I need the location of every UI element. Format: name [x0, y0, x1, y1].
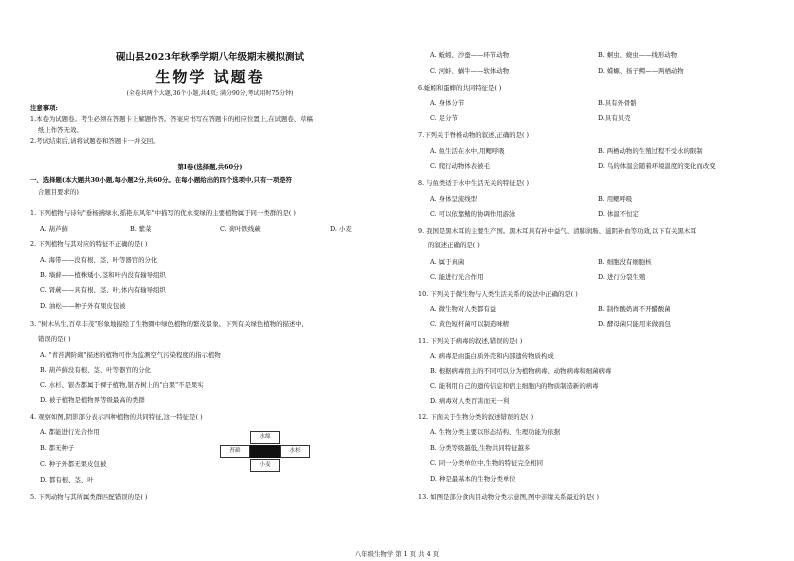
option-c: C. 能利用自己的遗传信息和宿主细胞内的物质制造新的病毒	[430, 382, 599, 390]
option-a: A. 微生物对人类都有益	[430, 305, 497, 313]
option-d: D. 病毒对人类百害而无一利	[430, 397, 510, 405]
question-stem: 9. 我国是黑木耳的主要生产国。黑木耳具有补中益气、清肺润肠、滋阴补血等功效,以下有关黑木耳	[418, 227, 697, 235]
exam-info: (全卷共两个大题,36个小题,共4页; 满分90分,考试用时75分钟)	[126, 90, 294, 97]
question-stem: 1. 下列植物与诗句"垂杨拂绿水,摇艳东风年"中描写的优永变绿的主要植物属于同一类群的是( )	[30, 209, 296, 217]
question-stem: 7.下列关于脊椎动物的叙述,正确的是( )	[418, 131, 530, 139]
notice-item: 2.考试结束后,请将试题卷和答题卡一并交回。	[30, 137, 160, 145]
exam-subtitle: 生物学 试题卷	[155, 68, 265, 86]
option-b: B. 葫芦藓没有根、茎、叶等器官的分化	[40, 366, 152, 374]
option-a: A. 都能进行光合作用	[40, 428, 100, 436]
option-b: B.具有外骨骼	[598, 99, 637, 107]
question-stem: 12. 下面关于生物分类的叙述错误的是( )	[418, 413, 534, 421]
option-a: A. 蚯蚓、沙蚕——环节动物	[430, 51, 509, 59]
option-b: B. 紫菜	[130, 225, 152, 233]
shaded-common-area	[250, 445, 280, 458]
option-b: B. 墙藓——植株矮小,茎和叶内没有输导组织	[40, 271, 166, 279]
question-stem: 2. 下列植物与其对应的特征不正确的是( )	[30, 240, 148, 248]
option-d: D. 种是最基本的生物分类单位	[430, 475, 516, 483]
option-d: D. 体温不恒定	[598, 210, 639, 218]
option-d: D. 酵母菌只能用来做面包	[598, 320, 671, 328]
option-d: D. 都有根、茎、叶	[40, 476, 94, 484]
section-instruction: 合题目要求的)	[38, 188, 79, 196]
option-b: B. 分类等级越低,生物共同特征越多	[430, 444, 531, 452]
option-a: A. 身体呈流线型	[430, 195, 478, 203]
question-stem: 6.蚯蚓和蛋蟀的共同特征是( )	[418, 84, 502, 92]
option-b: B. 两栖动物的生殖过程不受水的限制	[598, 147, 703, 155]
question-stem: 13. 如图是部分食肉目动物分类示意图,图中亲缘关系最近的是( )	[418, 493, 600, 501]
option-d: D. 被子植物是植物界等级最高的类群	[40, 396, 145, 404]
page-footer: 八年级生物学 第 1 页 共 4 页	[354, 550, 440, 558]
option-d: D. 进行分裂生殖	[598, 273, 646, 281]
option-c: C. 能进行光合作用	[430, 273, 484, 281]
figure-label-right: 水杉	[280, 445, 310, 458]
option-b: B. 用鳃呼吸	[598, 195, 633, 203]
section-instruction: 一、选择题(本大题共30小题,每小题2分,共60分。在每小题给出的四个选项中,只有一项是符	[30, 176, 292, 184]
option-d: D. 油松——种子外有果皮包被	[40, 302, 126, 310]
option-c: C. 同一分类单位中,生物的特征完全相同	[430, 459, 544, 467]
option-a: A. 属于真菌	[430, 258, 465, 266]
question-stem-cont: 错误的是( )	[38, 335, 71, 343]
option-c: C. 黄色短杆菌可以制造味精	[430, 320, 510, 328]
figure-label-left: 苔藓	[220, 445, 250, 458]
option-d: D. 小麦	[330, 225, 352, 233]
option-c: C. 足分节	[430, 114, 458, 122]
option-c: C. 种子外都无果皮包被	[40, 460, 107, 468]
option-c: C. 水杉、银杏都属于裸子植物,银杏树上的"白果"不是果实	[40, 381, 204, 389]
question-stem-cont: 的叙述正确的是( )	[428, 241, 480, 249]
section-heading: 第Ⅰ卷(选择题,共60分)	[177, 163, 243, 171]
question-stem: 5. 下列动物与其所属类群匹配错误的是( )	[30, 493, 148, 501]
question-stem: 4. 观察如图,阴影部分表示四种植物的共同特征,这一特征是( )	[30, 413, 203, 421]
plant-venn-figure	[220, 431, 310, 476]
figure-label-bottom: 小麦	[250, 459, 280, 472]
option-d: D. 蝾螈、扬子鳄——两栖动物	[598, 67, 684, 75]
question-stem: 3. "树木丛生,百草丰茂"形象地描绘了生物圈中绿色植物的繁茂景象。下列有关绿色植物的描述中,	[30, 320, 304, 328]
option-a: A. 海带——没有根、茎、叶等器官的分化	[40, 256, 158, 264]
option-c: C. 可以依靠鳍的协调作用游泳	[430, 210, 516, 218]
notice-heading: 注意事项:	[30, 104, 58, 112]
exam-title: 砚山县2023年秋季学期八年级期末模拟测试	[116, 52, 304, 63]
option-a: A. "青苔满阶砌"描述的植物可作为监测空气污染程度的指示植物	[40, 351, 221, 359]
option-c: C. 爬行动物体表被毛	[430, 162, 490, 170]
option-d: D.具有贝壳	[598, 114, 631, 122]
option-a: A. 葫芦藓	[40, 225, 68, 233]
question-stem: 11. 下列关于病毒的叙述,错误的是( )	[418, 337, 523, 345]
option-a: A. 身体分节	[430, 99, 465, 107]
option-b: B. 根据病毒宿主的不同可以分为植物病毒、动物病毒和细菌病毒	[430, 367, 612, 375]
option-d: D. 鸟的体温会随着环境温度的变化而改变	[598, 162, 716, 170]
option-b: B. 蛔虫、蛲虫——线形动物	[598, 51, 678, 59]
option-c: C. 河蚌、蜗牛——软体动物	[430, 67, 510, 75]
option-a: A. 生物分类主要以形态结构、生理功能为依据	[430, 428, 561, 436]
question-stem: 8. 与鱼类适于水中生活无关的特征是( )	[418, 179, 530, 187]
option-b: B. 都无种子	[40, 444, 75, 452]
notice-item: 1.本卷为试题卷。考生必须在答题卡上解题作答。答案应书写在答题卡的相应位置上,在试题卷、草稿	[30, 115, 313, 123]
option-a: A. 鱼生活在水中,用鳃呼吸	[430, 147, 505, 155]
option-b: B. 细胞没有细胞核	[598, 258, 652, 266]
question-stem: 10. 下列关于微生物与人类生活关系的说法中正确的是( )	[418, 290, 578, 298]
option-c: C. 肾蕨——具有根、茎、叶,体内有输导组织	[40, 286, 166, 294]
figure-label-top: 水绵	[250, 431, 280, 444]
option-b: B. 制作酸奶离不开醋酸菌	[598, 305, 671, 313]
option-a: A. 病毒是由蛋白质外壳和内部遗传物质构成	[430, 352, 554, 360]
option-c: C. 荷叶铁线蕨	[220, 225, 261, 233]
notice-item: 纸上作答无效。	[38, 126, 83, 134]
